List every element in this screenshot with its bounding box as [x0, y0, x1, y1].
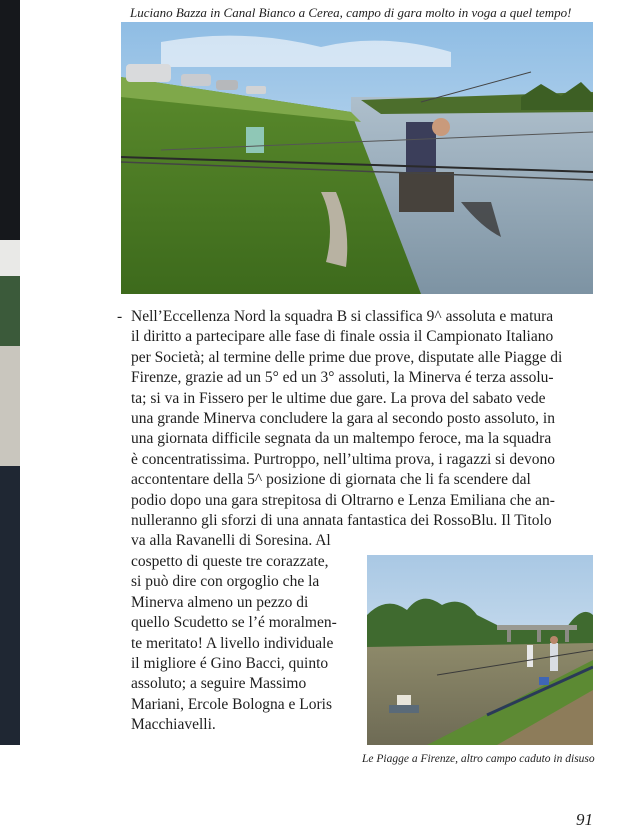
article-line: Minerva almeno un pezzo di: [131, 593, 309, 611]
article-line: per Società; al termine delle prime due prove, disputate alle Piagge di: [131, 348, 563, 366]
adjacent-page-photo-strip: [0, 0, 20, 745]
article-line: il diritto a partecipare alle fase di finale ossia il Campionato Italiano: [131, 328, 554, 346]
article-line: te meritato! A livello individuale: [131, 634, 334, 652]
article-line: Firenze, grazie ad un 5° ed un 3° assoluti, la Minerva é terza assolu-: [131, 369, 554, 387]
article-line: cospetto di queste tre corazzate,: [131, 552, 329, 570]
le-piagge-river-photo: [367, 555, 593, 745]
article-line: si può dire con orgoglio che la: [131, 573, 320, 591]
article-line: Macchiavelli.: [131, 716, 216, 734]
article-line: una grande Minerva concludere la gara al secondo posto assoluto, in: [131, 410, 555, 428]
article-line: è concentratissima. Purtroppo, nell’ultima prova, i ragazzi si devono: [131, 450, 555, 468]
article-line: quello Scudetto se l’é moralmen-: [131, 614, 337, 632]
article-line: una giornata difficile segnata da un maltempo feroce, ma la squadra: [131, 430, 552, 448]
top-photo-caption: Luciano Bazza in Canal Bianco a Cerea, campo di gara molto in voga a quel tempo!: [130, 5, 572, 20]
article-line: nulleranno gli sforzi di una annata fantastica dei RossoBlu. Il Titolo: [131, 512, 552, 530]
article-line: ta; si va in Fissero per le ultime due gare. La prova del sabato vede: [131, 389, 546, 407]
article-line: accontentare della 5^ posizione di giornata che li fa scendere dal: [131, 471, 531, 489]
page-number: 91: [576, 810, 593, 829]
article-line: il migliore é Gino Bacci, quinto: [131, 654, 329, 672]
bottom-photo-caption: Le Piagge a Firenze, altro campo caduto in disuso: [362, 753, 595, 765]
article-line: Nell’Eccellenza Nord la squadra B si classifica 9^ assoluta e matura: [131, 308, 554, 325]
article-line: Mariani, Ercole Bologna e Loris: [131, 695, 333, 713]
list-bullet: -: [117, 308, 123, 325]
article-line: assoluto; a seguire Massimo: [131, 675, 307, 693]
canal-bianco-fishing-photo: [121, 22, 593, 294]
article-line: podio dopo una gara strepitosa di Oltrarno e Lenza Emiliana che an-: [131, 491, 555, 509]
article-line: va alla Ravanelli di Soresina. Al: [131, 532, 331, 550]
